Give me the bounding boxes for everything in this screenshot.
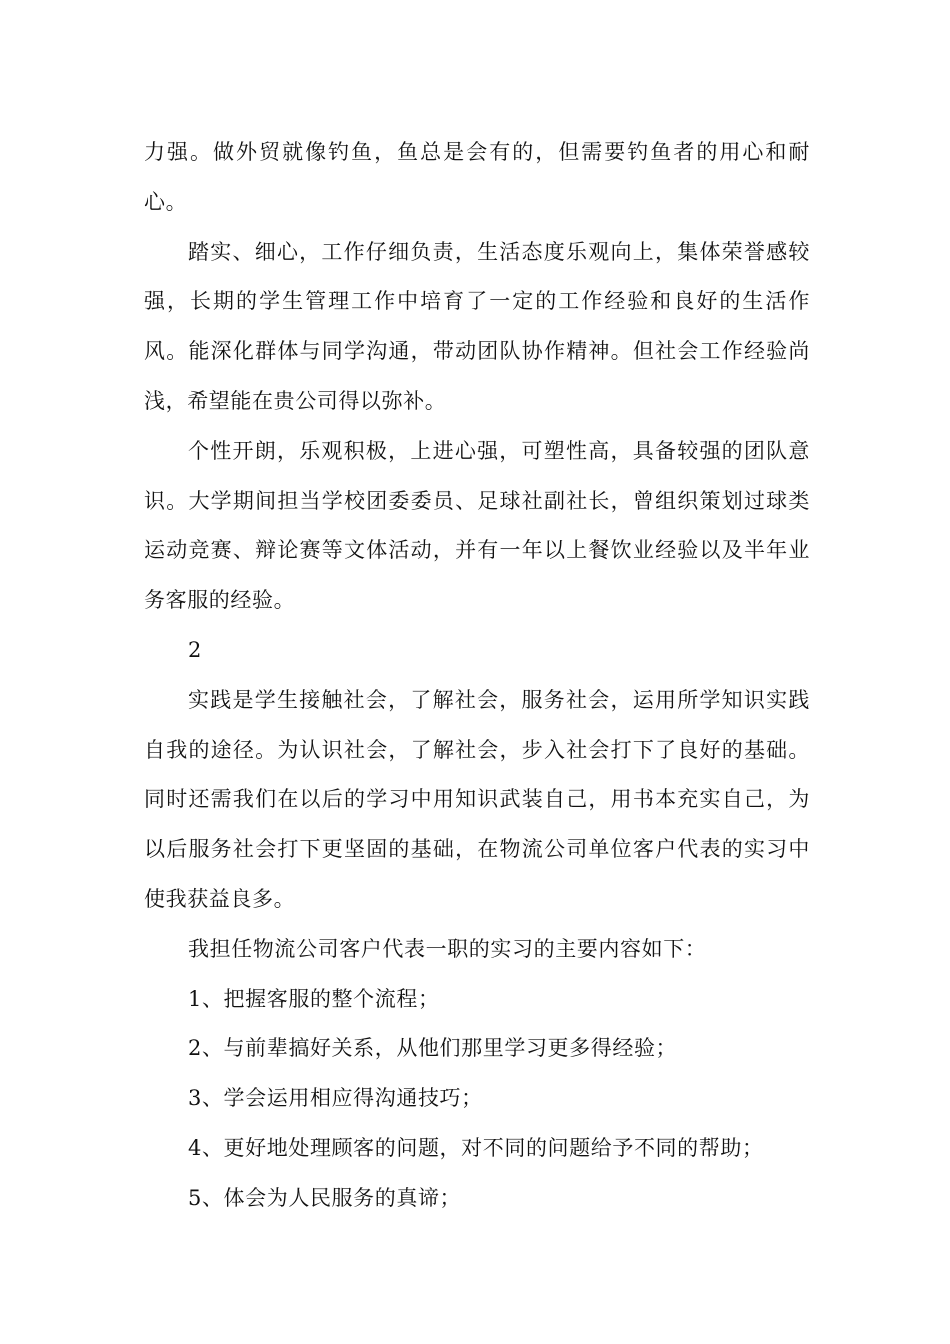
list-item-5: 5、体会为人民服务的真谛； <box>188 1185 462 1210</box>
list-item-4: 4、更好地处理顾客的问题，对不同的问题给予不同的帮助； <box>188 1135 764 1160</box>
document-body <box>144 128 810 1224</box>
paragraph-personality-1: 踏实、细心，工作仔细负责，生活态度乐观向上，集体荣誉感较强，长期的学生管理工作中培育了一定的工作经验和良好的生活作风。能深化群体与同学沟通，带动团队协作精神。但社会工作经验尚浅，希望能在贵公司得以弥补。 <box>144 239 810 413</box>
section-number: 2 <box>188 637 202 662</box>
paragraph-internship-intro: 我担任物流公司客户代表一职的实习的主要内容如下： <box>188 936 707 961</box>
list-item-3: 3、学会运用相应得沟通技巧； <box>188 1086 483 1111</box>
list-item-2: 2、与前辈搞好关系，从他们那里学习更多得经验； <box>188 1036 678 1061</box>
paragraph-practice: 实践是学生接触社会，了解社会，服务社会，运用所学知识实践自我的途径。为认识社会，了解社会，步入社会打下了良好的基础。同时还需我们在以后的学习中用知识武装自己，用书本充实自己，为以后服务社会打下更坚固的基础，在物流公司单位客户代表的实习中使我获益良多。 <box>144 687 810 911</box>
list-item-1: 1、把握客服的整个流程； <box>188 986 440 1011</box>
paragraph-continuation: 力强。做外贸就像钓鱼，鱼总是会有的，但需要钓鱼者的用心和耐心。 <box>144 140 810 214</box>
paragraph-personality-2: 个性开朗，乐观积极，上进心强，可塑性高，具备较强的团队意识。大学期间担当学校团委委员、足球社副社长，曾组织策划过球类运动竞赛、辩论赛等文体活动，并有一年以上餐饮业经验以及半年业务客服的经验。 <box>144 438 810 613</box>
